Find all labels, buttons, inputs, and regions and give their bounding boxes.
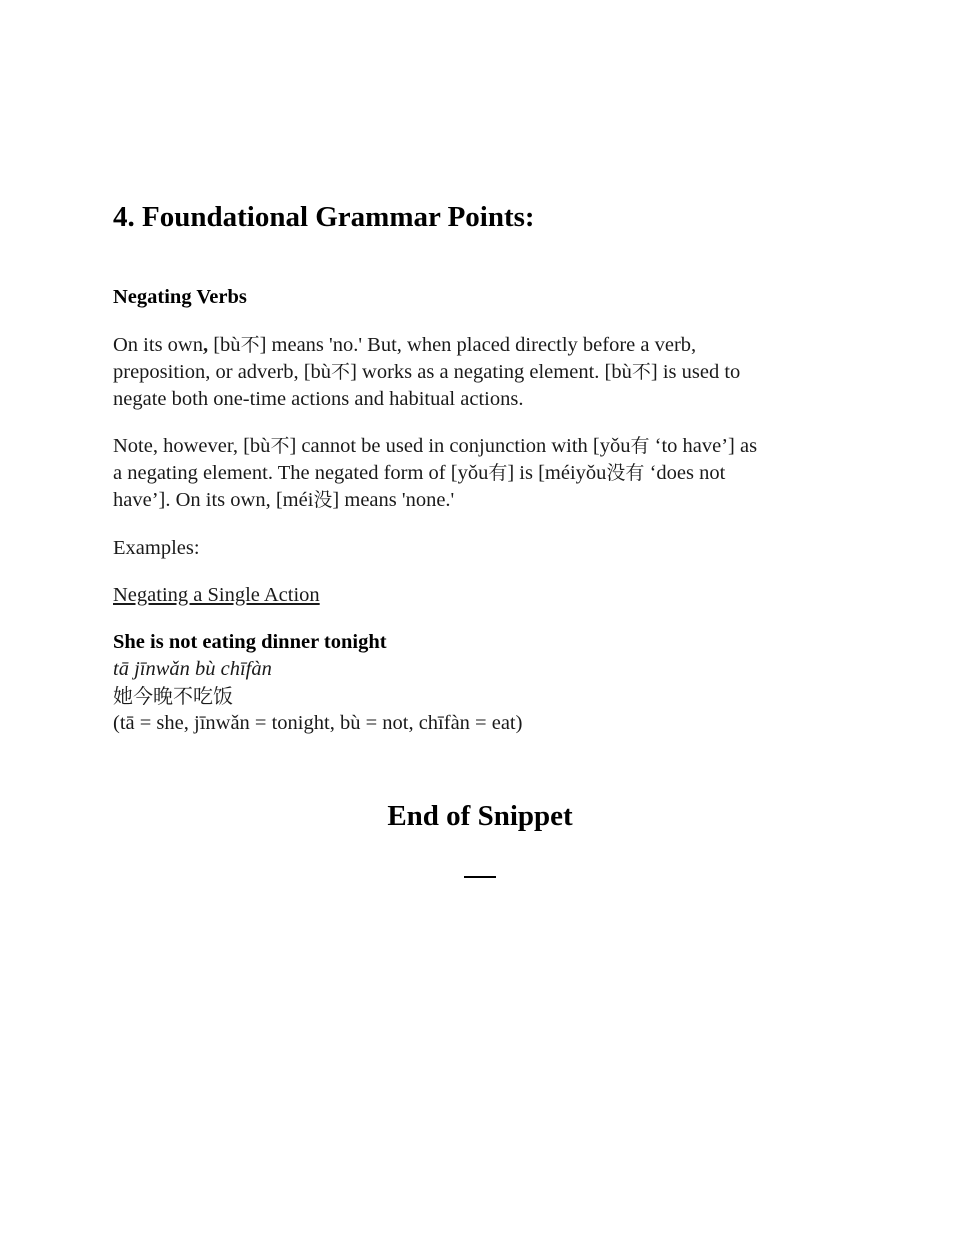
text-run: ] works as a negating element. [bù [350, 361, 632, 383]
hanzi-run: 不 [631, 361, 651, 383]
text-run: [bù [208, 334, 241, 356]
section-title: 4. Foundational Grammar Points: [113, 201, 535, 233]
subsection-title: Negating Verbs [113, 286, 247, 308]
text-run: a negating element. The negated form of [yǒu [113, 462, 489, 484]
hanzi-run: 有 [630, 435, 650, 457]
text-run: preposition, or adverb, [bù [113, 361, 332, 383]
example-pinyin: tā jīnwǎn bù chīfàn [113, 658, 272, 680]
text-run: have’]. On its own, [méi [113, 489, 314, 511]
paragraph-line [113, 433, 853, 460]
paragraph-bu-negation [113, 332, 853, 413]
paragraph-line [113, 332, 853, 359]
example-english: She is not eating dinner tonight [113, 631, 387, 653]
text-run: , [202, 334, 209, 356]
text-run: Note, however, [bù [113, 435, 271, 457]
hanzi-run: 不 [240, 334, 260, 356]
paragraph-line [113, 487, 853, 514]
text-run: ] means 'no.' But, when placed directly before a verb, [259, 334, 697, 356]
paragraph-line [113, 359, 853, 386]
text-run: ] is [méiyǒu [507, 462, 607, 484]
example-gloss: (tā = she, jīnwǎn = tonight, bù = not, chīfàn = eat) [113, 712, 523, 734]
hanzi-run: 没 [313, 489, 333, 511]
text-run: ] means 'none.' [332, 489, 455, 511]
text-run: ‘does not [644, 462, 726, 484]
example-block [113, 629, 522, 737]
paragraph-you-negation [113, 433, 853, 514]
text-run: ‘to have’] as [649, 435, 758, 457]
text-run: On its own [113, 334, 203, 356]
text-run: ] is used to [650, 361, 741, 383]
hanzi-run: 不 [331, 361, 351, 383]
end-mark-divider [464, 876, 496, 878]
examples-label: Examples: [113, 537, 200, 559]
text-run: ] cannot be used in conjunction with [yǒu [289, 435, 631, 457]
hanzi-run: 不 [270, 435, 290, 457]
example-hanzi: 她今晚不吃饭 [113, 684, 233, 708]
paragraph-line [113, 460, 853, 487]
hanzi-run: 有 [488, 462, 508, 484]
example-heading: Negating a Single Action [113, 584, 320, 606]
hanzi-run: 没有 [606, 462, 645, 484]
paragraph-line: negate both one-time actions and habitual actions. [113, 388, 524, 410]
end-of-snippet-title: End of Snippet [387, 800, 573, 832]
